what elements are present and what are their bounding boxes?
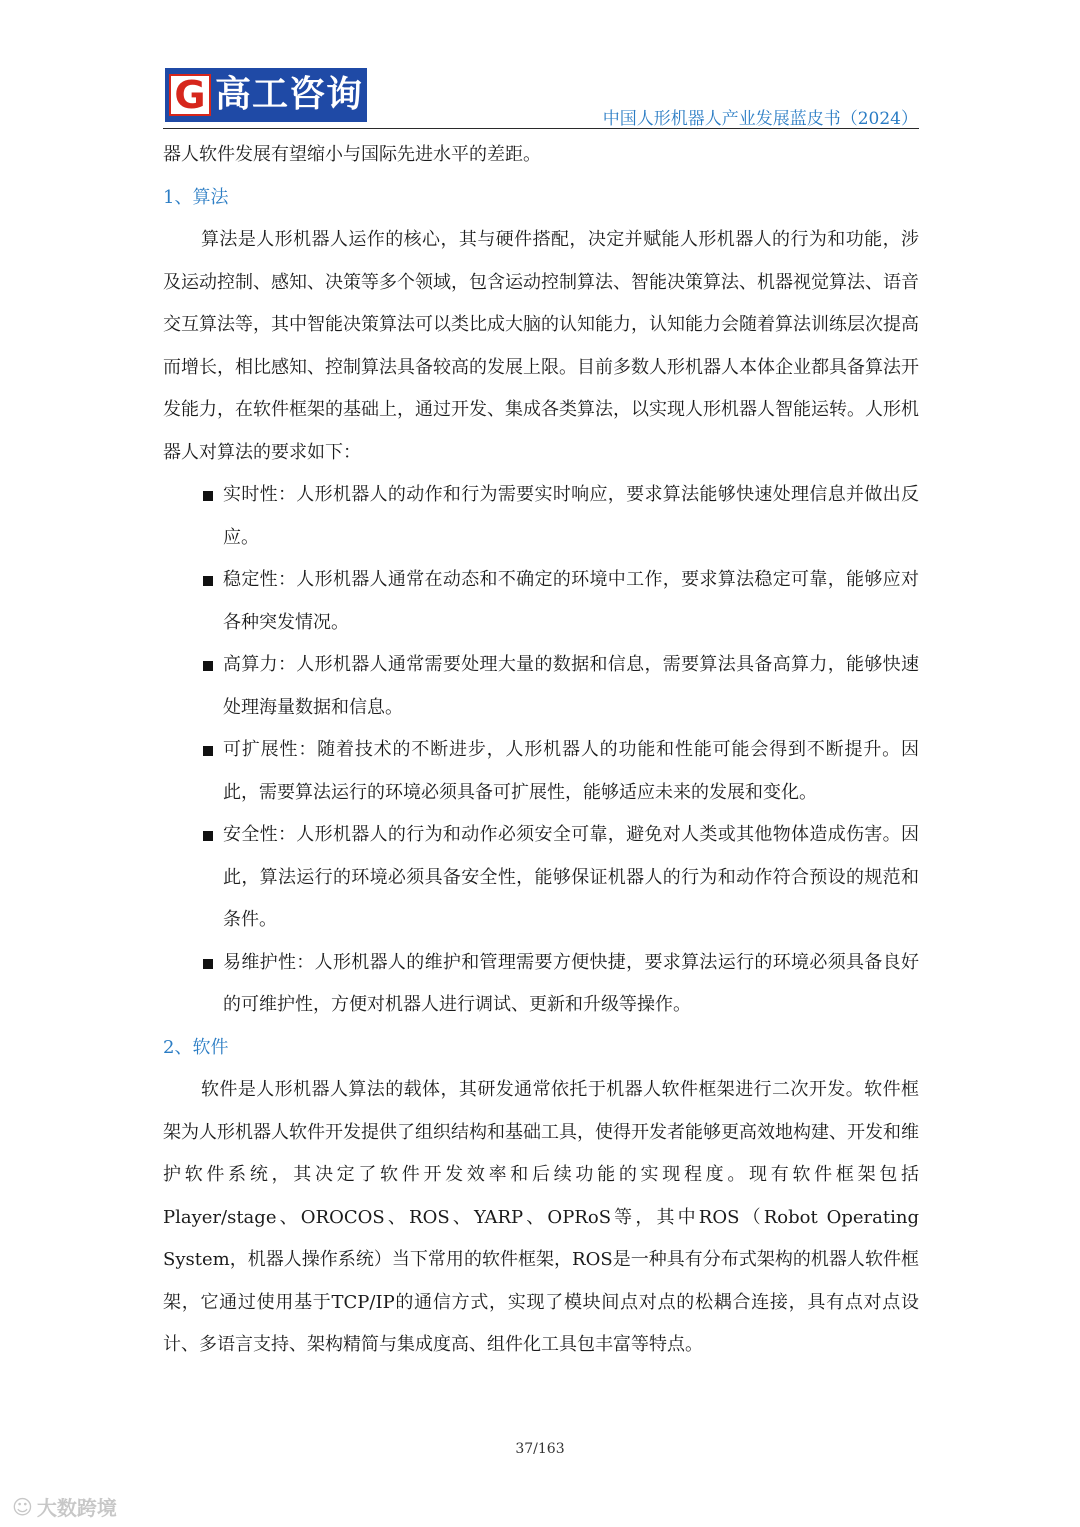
list-item bbox=[163, 942, 919, 1027]
page-number: 37/163 bbox=[515, 1441, 565, 1457]
list-item bbox=[163, 644, 919, 729]
list-item-text: 稳定性：人形机器人通常在动态和不确定的环境中工作，要求算法稳定可靠，能够应对各种突发情况。 bbox=[223, 569, 919, 633]
watermark-text: 大数跨境 bbox=[36, 1496, 117, 1520]
list-item-text: 实时性：人形机器人的动作和行为需要实时响应，要求算法能够快速处理信息并做出反应。 bbox=[223, 484, 919, 548]
square-bullet-icon bbox=[203, 959, 213, 969]
header-divider bbox=[163, 128, 919, 129]
list-item bbox=[163, 729, 919, 814]
list-item-text: 安全性：人形机器人的行为和动作必须安全可靠，避免对人类或其他物体造成伤害。因此，算法运行的环境必须具备安全性，能够保证机器人的行为和动作符合预设的规范和条件。 bbox=[223, 824, 919, 930]
square-bullet-icon bbox=[203, 491, 213, 501]
software-paragraph: 软件是人形机器人算法的载体，其研发通常依托于机器人软件框架进行二次开发。软件框架为人形机器人软件开发提供了组织结构和基础工具，使得开发者能够更高效地构建、开发和维护软件系统，其决定了软件开发效率和后续功能的实现程度。现有软件框架包括Player/stage、OROCOS、ROS、YARP、OPRoS等，其中ROS（Robot Operating System，机器人操作系统）当下常用的软件框架，ROS是一种具有分布式架构的机器人软件框架，它通过使用基于TCP/IP的通信方式，实现了模块间点对点的松耦合连接，具有点对点设计、多语言支持、架构精简与集成度高、组件化工具包丰富等特点。 bbox=[163, 1079, 919, 1355]
list-item-text: 易维护性：人形机器人的维护和管理需要方便快捷，要求算法运行的环境必须具备良好的可维护性，方便对机器人进行调试、更新和升级等操作。 bbox=[223, 951, 919, 1015]
requirements-list bbox=[163, 474, 919, 1027]
list-item bbox=[163, 474, 919, 559]
list-item bbox=[163, 814, 919, 942]
logo-mark: G bbox=[169, 74, 211, 116]
square-bullet-icon bbox=[203, 661, 213, 671]
logo-text: 高工咨询 bbox=[214, 74, 363, 115]
square-bullet-icon bbox=[203, 576, 213, 586]
square-bullet-icon bbox=[203, 831, 213, 841]
list-item-text: 可扩展性：随着技术的不断进步，人形机器人的功能和性能可能会得到不断提升。因此，需要算法运行的环境必须具备可扩展性，能够适应未来的发展和变化。 bbox=[223, 739, 919, 803]
list-item-text: 高算力：人形机器人通常需要处理大量的数据和信息，需要算法具备高算力，能够快速处理海量数据和信息。 bbox=[223, 654, 919, 718]
algorithm-paragraph: 算法是人形机器人运作的核心，其与硬件搭配，决定并赋能人形机器人的行为和功能，涉及运动控制、感知、决策等多个领域，包含运动控制算法、智能决策算法、机器视觉算法、语音交互算法等，其中智能决策算法可以类比成大脑的认知能力，认知能力会随着算法训练层次提高而增长，相比感知、控制算法具备较高的发展上限。目前多数人形机器人本体企业都具备算法开发能力，在软件框架的基础上，通过开发、集成各类算法，以实现人形机器人智能运转。人形机器人对算法的要求如下： bbox=[163, 229, 919, 463]
watermark-logo-icon: ☺ bbox=[12, 1494, 33, 1519]
report-title: 中国人形机器人产业发展蓝皮书（2024） bbox=[602, 109, 918, 129]
page-content bbox=[163, 134, 919, 1367]
section-heading-algorithm: 1、算法 bbox=[163, 186, 229, 208]
section-heading-software: 2、软件 bbox=[163, 1036, 229, 1058]
continued-paragraph: 器人软件发展有望缩小与国际先进水平的差距。 bbox=[163, 144, 541, 165]
company-logo bbox=[165, 68, 367, 122]
list-item bbox=[163, 559, 919, 644]
watermark bbox=[12, 1492, 117, 1521]
square-bullet-icon bbox=[203, 746, 213, 756]
